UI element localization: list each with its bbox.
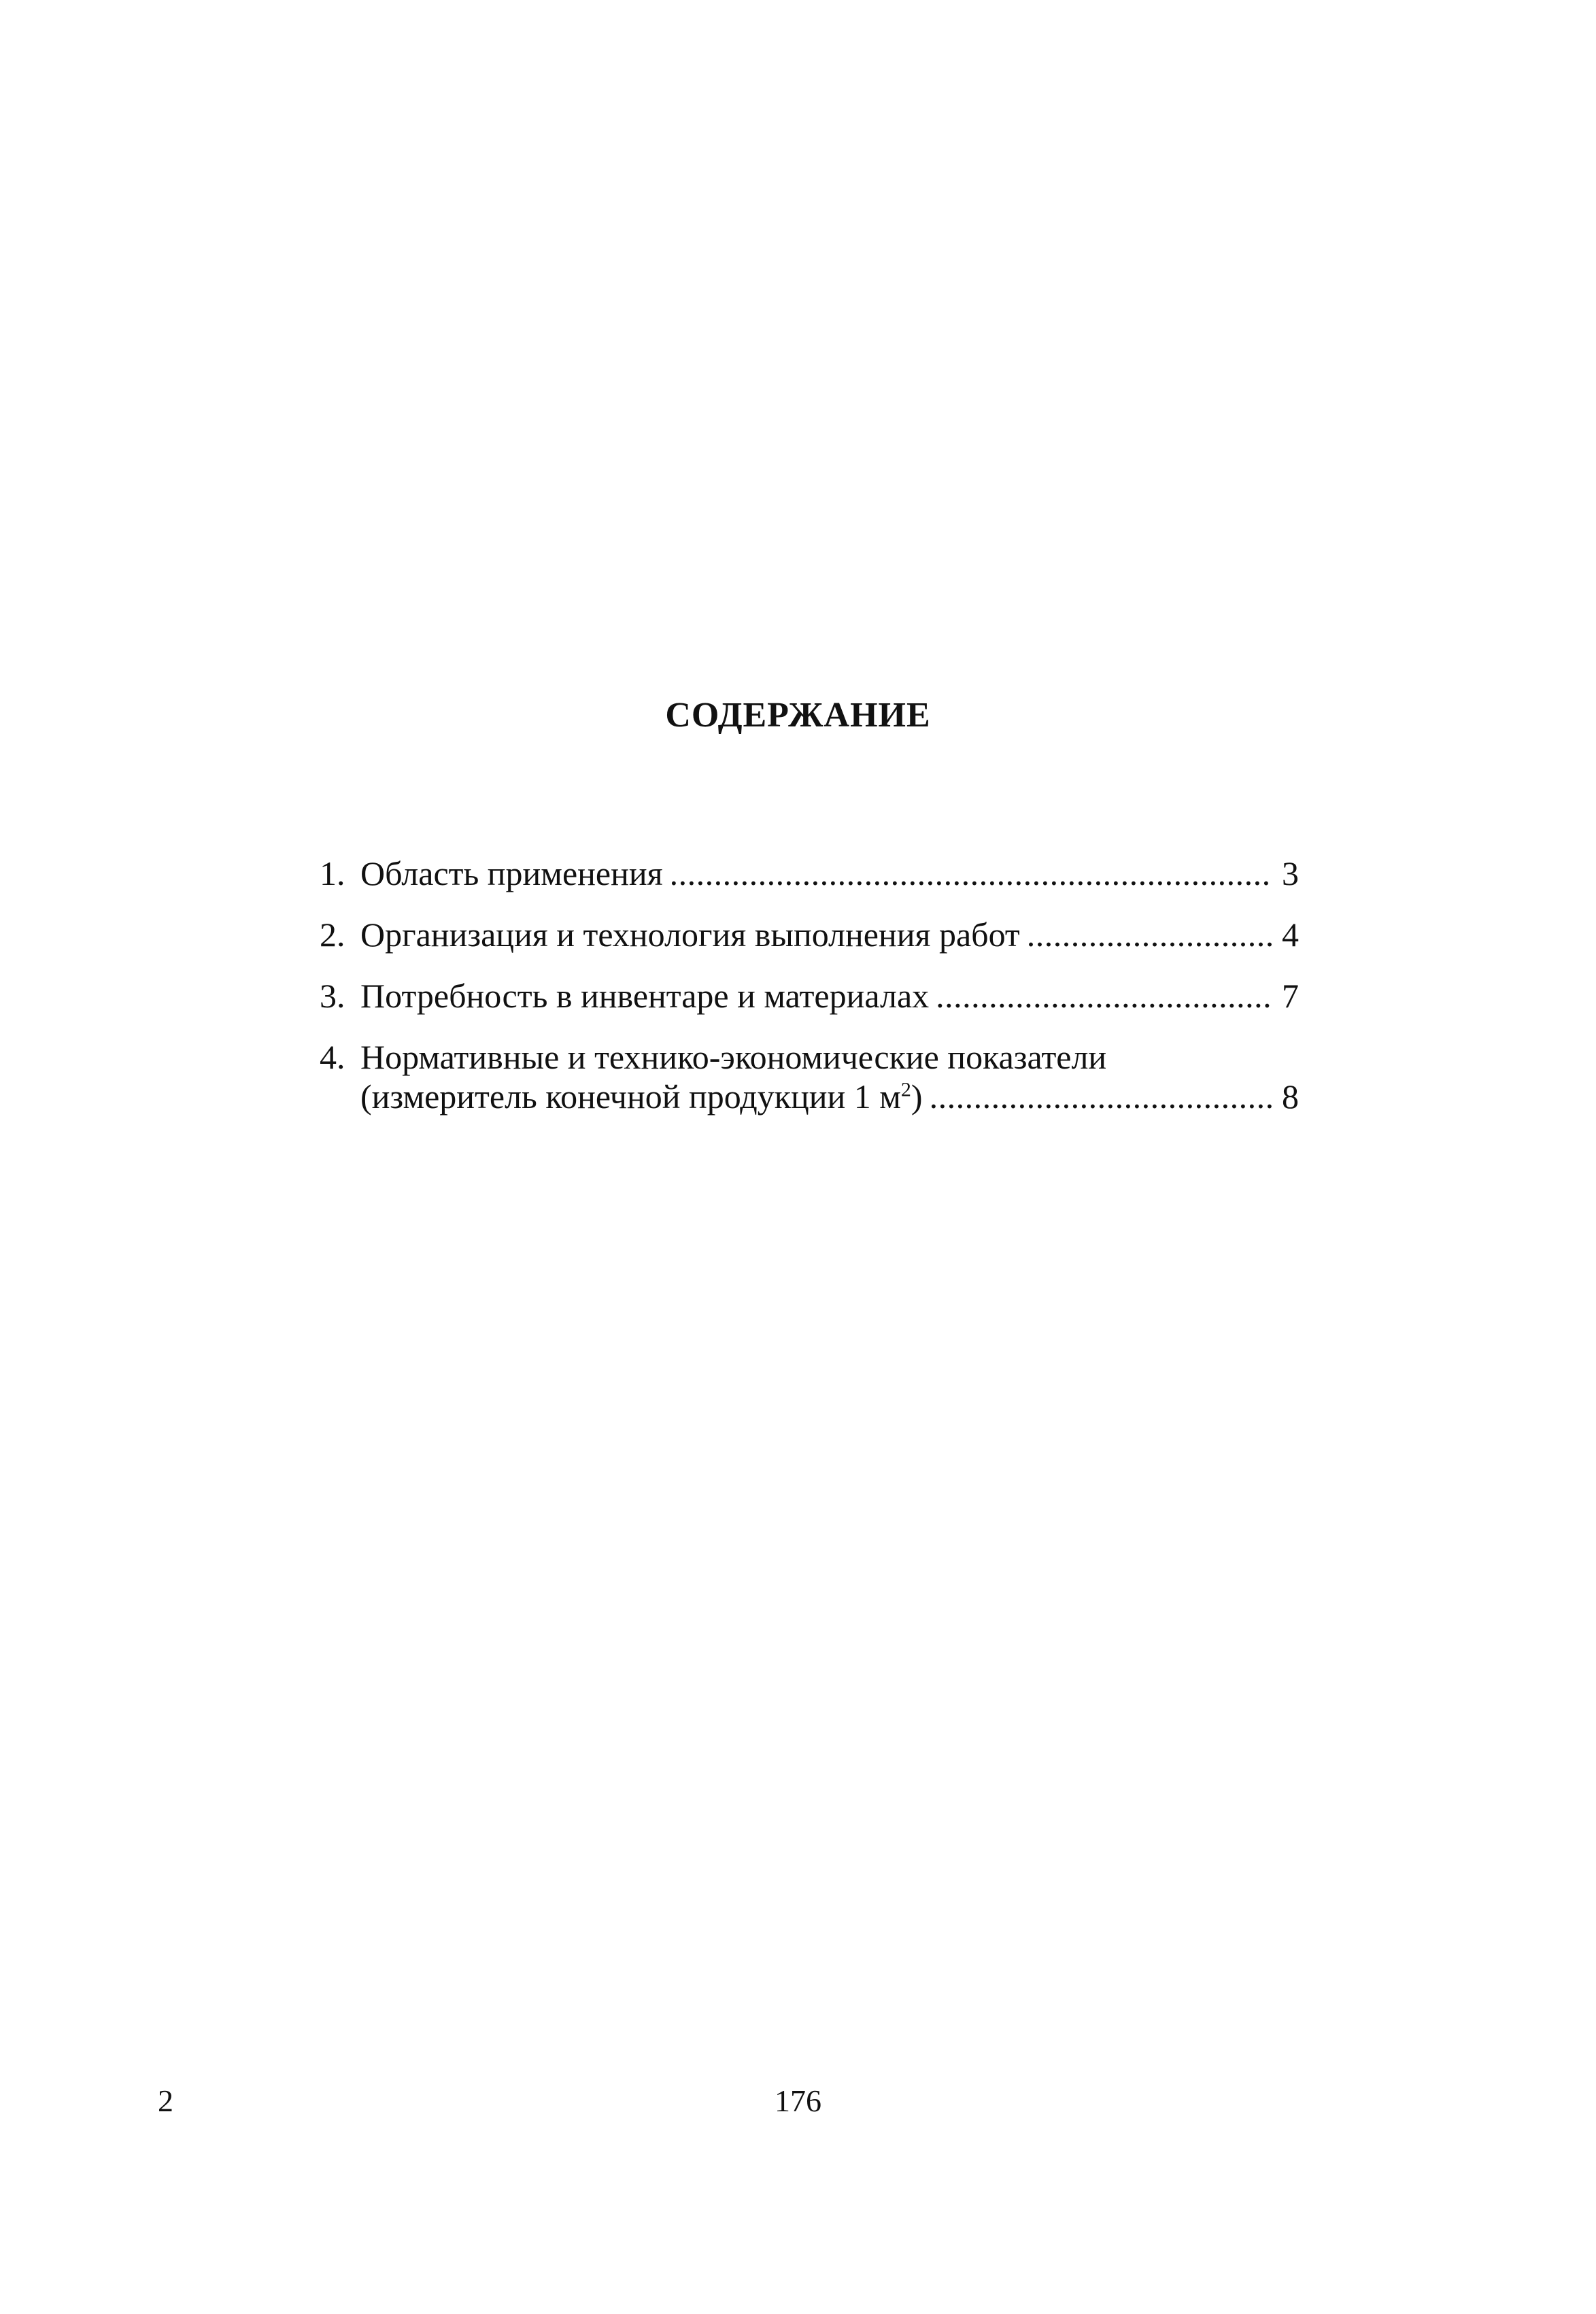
toc-entry-text-line2-main: (измеритель конечной продукции 1 м — [360, 1077, 901, 1116]
page-title: СОДЕРЖАНИЕ — [665, 696, 931, 735]
toc-leader-dots — [930, 1077, 1272, 1116]
toc-page-number: 7 — [1282, 977, 1299, 1015]
toc-entry-1 — [320, 854, 1299, 893]
toc-page-number: 3 — [1282, 854, 1299, 892]
toc-entry-number: 3. — [320, 977, 345, 1015]
toc-entry-text-line2 — [360, 1077, 923, 1116]
toc-leader-dots — [1027, 915, 1272, 954]
toc-entry-text: Организация и технология выполнения работ — [360, 916, 1020, 954]
table-of-contents — [320, 854, 1299, 1138]
toc-leader-dots — [936, 976, 1272, 1016]
toc-entry-text: Область применения — [360, 854, 663, 892]
document-sequence-number: 176 — [775, 2083, 821, 2118]
toc-entry-number: 4. — [320, 1038, 345, 1076]
toc-entry-text-line2-end: ) — [911, 1077, 923, 1116]
toc-entry-number: 1. — [320, 854, 345, 892]
toc-entry-4 — [320, 1037, 1299, 1116]
toc-page-number: 4 — [1282, 916, 1299, 954]
toc-page-number: 8 — [1282, 1077, 1299, 1116]
toc-entry-2 — [320, 915, 1299, 954]
superscript: 2 — [900, 1078, 911, 1101]
toc-entry-text: Потребность в инвентаре и материалах — [360, 977, 930, 1015]
page-number: 2 — [158, 2083, 173, 2118]
toc-entry-3 — [320, 976, 1299, 1016]
toc-entry-text-line1: Нормативные и технико-экономические показатели — [360, 1038, 1107, 1076]
toc-entry-number: 2. — [320, 916, 345, 954]
toc-leader-dots — [670, 854, 1272, 893]
